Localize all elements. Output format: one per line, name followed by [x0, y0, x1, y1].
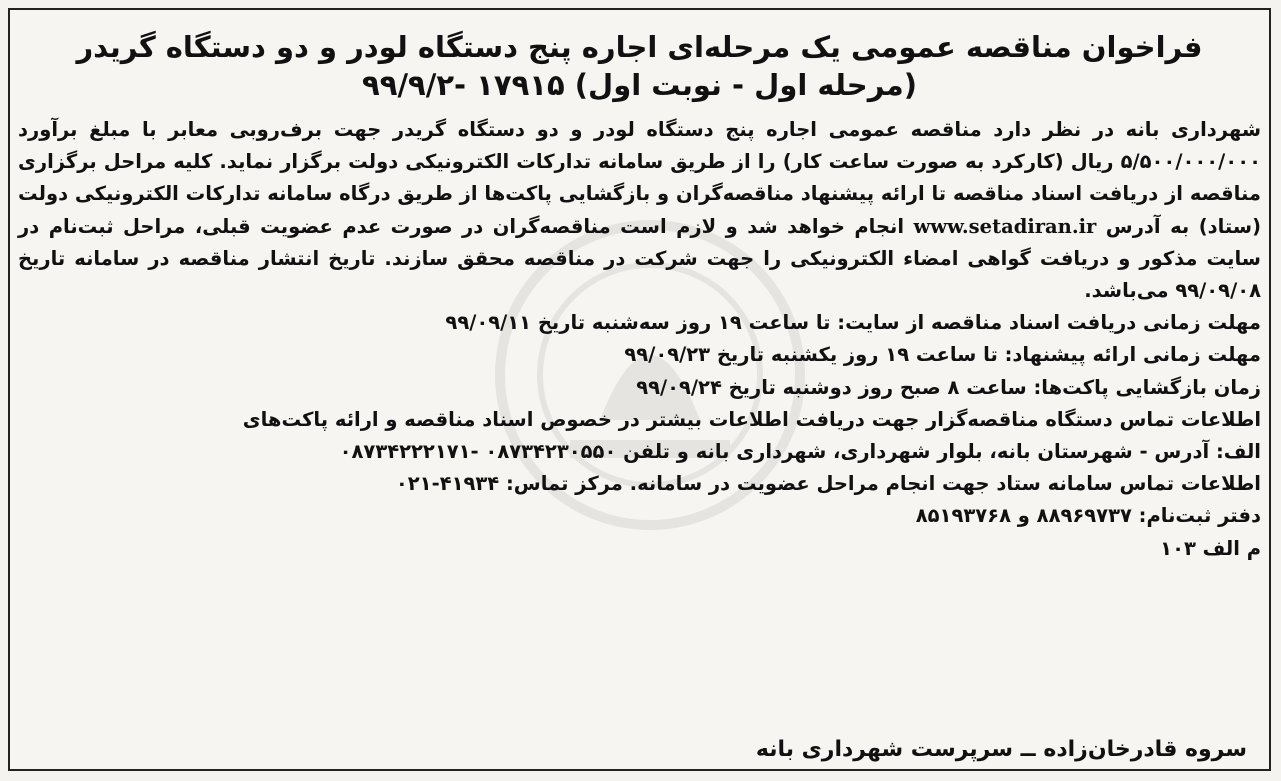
registration-office: دفتر ثبت‌نام: ۸۸۹۶۹۷۳۷ و ۸۵۱۹۳۷۶۸ — [915, 504, 1261, 528]
body-text-before-url: شهرداری بانه در نظر دارد مناقصه عمومی اجاره پنج دستگاه لودر و دو دستگاه گریدر جهت برف‌روبی معابر با مبلغ برآورد ۵/۵۰۰/۰۰۰/۰۰۰ ریال (کارکرد به صورت ساعت کار) را از طریق سامانه تدارکات الکترونیکی دولت برگزار نماید. کلیه مراحل برگزاری مناقصه از دریافت اسناد مناقصه تا ارائه پیشنهاد مناقصه‌گران و بازگشایی پاکت‌ها از طریق درگاه سامانه تدارکات الکترونیکی دولت (ستاد) به آدرس — [18, 118, 1261, 238]
contact-intro: اطلاعات تماس دستگاه مناقصه‌گزار جهت دریافت اطلاعات بیشتر در خصوص اسناد مناقصه و ارائه پاکت‌های — [242, 407, 1261, 431]
notice-title-line2: (مرحله اول - نوبت اول) ۱۷۹۱۵ -۹۹/۹/۲ — [362, 68, 917, 102]
contact-setad: اطلاعات تماس سامانه ستاد جهت انجام مراحل عضویت در سامانه. مرکز تماس: ۴۱۹۳۴-۰۲۱ — [395, 472, 1261, 496]
opening-time: زمان بازگشایی پاکت‌ها: ساعت ۸ صبح روز دوشنبه تاریخ ۹۹/۰۹/۲۴ — [636, 375, 1261, 399]
notice-title-line1: فراخوان مناقصه عمومی یک مرحله‌ای اجاره پنج دستگاه لودر و دو دستگاه گریدر — [76, 30, 1203, 64]
setadiran-url: www.setadiran.ir — [913, 214, 1097, 238]
deadline-offer: مهلت زمانی ارائه پیشنهاد: تا ساعت ۱۹ روز یکشنبه تاریخ ۹۹/۰۹/۲۳ — [624, 343, 1261, 367]
body-text-after-url: انجام خواهد شد و لازم است مناقصه‌گران در صورت عدم عضویت قبلی، مراحل ثبت‌نام در سایت مذکور و دریافت گواهی امضاء الکترونیکی را جهت شرکت در مناقصه محقق سازند. تاریخ انتشار مناقصه در سامانه تاریخ ۹۹/۰۹/۰۸ می‌باشد. — [18, 214, 1261, 303]
contact-address: الف: آدرس - شهرستان بانه، بلوار شهرداری، شهرداری بانه و تلفن ۰۸۷۳۴۲۳۰۵۵۰ -۰۸۷۳۴۲۲۲۱۷۱ — [339, 440, 1261, 464]
reference-code: م الف ۱۰۳ — [1160, 536, 1261, 560]
notice-body-paragraph — [18, 114, 1261, 307]
signature-line: سروه قادرخان‌زاده ــ سرپرست شهرداری بانه — [755, 737, 1247, 762]
tender-notice — [18, 28, 1261, 565]
deadline-documents: مهلت زمانی دریافت اسناد مناقصه از سایت: تا ساعت ۱۹ روز سه‌شنبه تاریخ ۹۹/۰۹/۱۱ — [445, 311, 1261, 335]
